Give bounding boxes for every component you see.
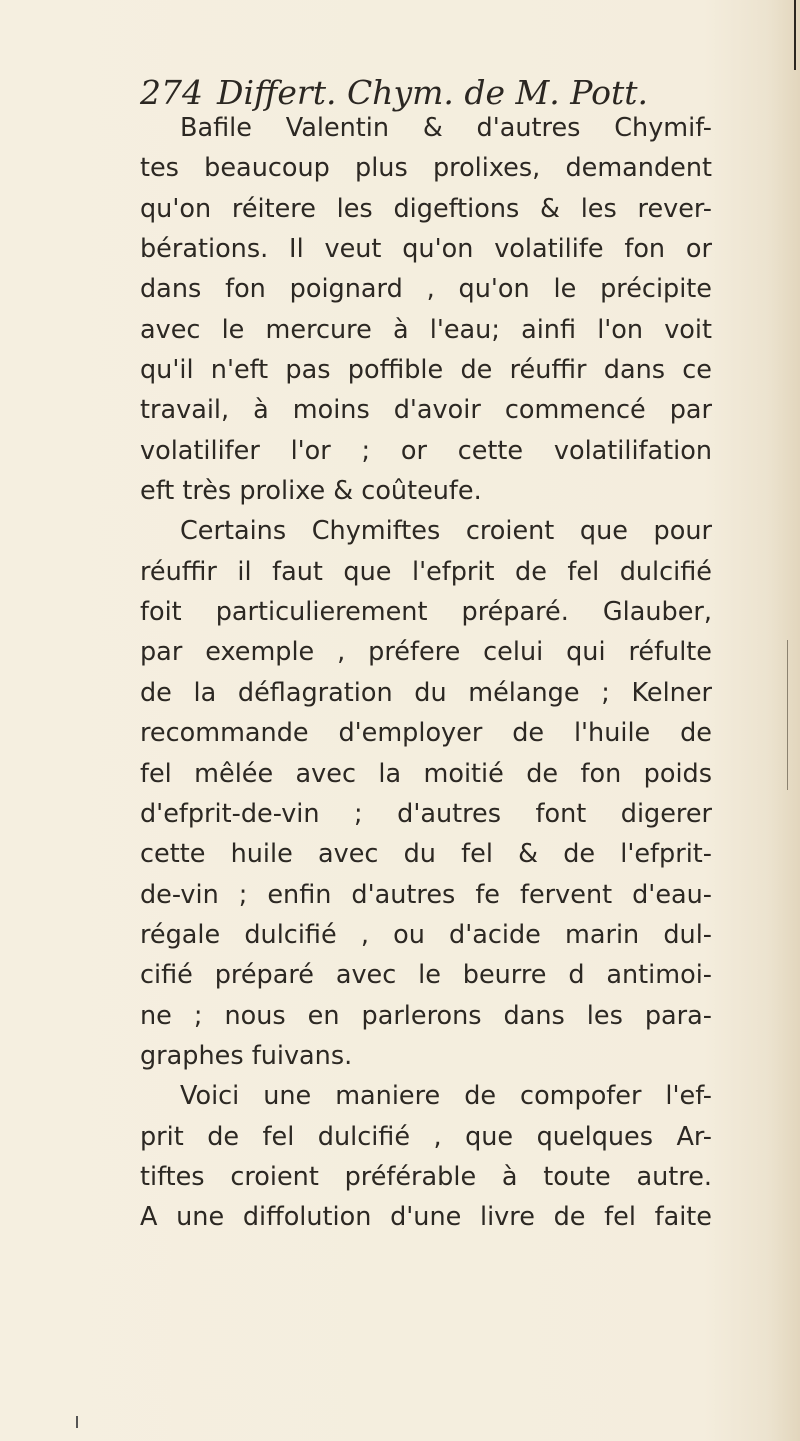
text-line: travail, à moins d'avoir commencé par	[140, 395, 712, 426]
text-line: d'efprit-de-vin ; d'autres font digerer	[140, 798, 712, 829]
text-line: graphes fuivans.	[140, 1040, 353, 1071]
text-line: qu'il n'eft pas poffible de réuffir dans ce	[140, 355, 712, 386]
text-line: de la déflagration du mélange ; Kelner	[140, 677, 712, 708]
running-title: Differt. Chym. de M. Pott.	[217, 73, 649, 112]
text-line: ne ; nous en parlerons dans les para-	[140, 1000, 712, 1031]
page-edge-shadow	[787, 640, 788, 790]
text-line: foit particulierement préparé. Glauber,	[140, 597, 712, 628]
text-line: eft très prolixe & coûteufe.	[140, 476, 482, 507]
body-text	[140, 108, 712, 1238]
text-line: régale dulcifié , ou d'acide marin dul-	[140, 919, 712, 950]
text-line: cette huile avec du fel & de l'efprit-	[140, 839, 712, 870]
text-line: bérations. Il veut qu'on volatilife fon or	[140, 234, 712, 265]
ink-mark	[76, 1416, 78, 1428]
text-line: par exemple , préfere celui qui réfulte	[140, 637, 712, 668]
text-line: fel mêlée avec la moitié de fon poids	[140, 758, 712, 789]
text-line: de-vin ; enfin d'autres fe fervent d'eau-	[140, 879, 712, 910]
text-line: Voici une maniere de compofer l'ef-	[180, 1081, 712, 1112]
text-line: tes beaucoup plus prolixes, demandent	[140, 153, 712, 184]
text-line: cifié préparé avec le beurre d antimoi-	[140, 960, 712, 991]
text-line: A une diffolution d'une livre de fel faite	[140, 1202, 712, 1233]
page-edge-shadow	[794, 0, 796, 70]
text-line: volatilifer l'or ; or cette volatilifation	[140, 435, 712, 466]
text-line: dans fon poignard , qu'on le précipite	[140, 274, 712, 305]
text-line: Bafile Valentin & d'autres Chymif-	[180, 113, 712, 143]
text-line: Certains Chymiftes croient que pour	[180, 516, 712, 547]
text-line: avec le mercure à l'eau; ainfi l'on voit	[140, 314, 712, 345]
text-line: réuffir il faut que l'efprit de fel dulcifié	[140, 556, 712, 587]
text-line: qu'on réitere les digeftions & les rever-	[140, 193, 712, 224]
text-line: tiftes croient préférable à toute autre.	[140, 1161, 712, 1192]
page-number: 274	[140, 73, 203, 112]
text-line: prit de fel dulcifié , que quelques Ar-	[140, 1121, 712, 1152]
text-line: recommande d'employer de l'huile de	[140, 718, 712, 749]
